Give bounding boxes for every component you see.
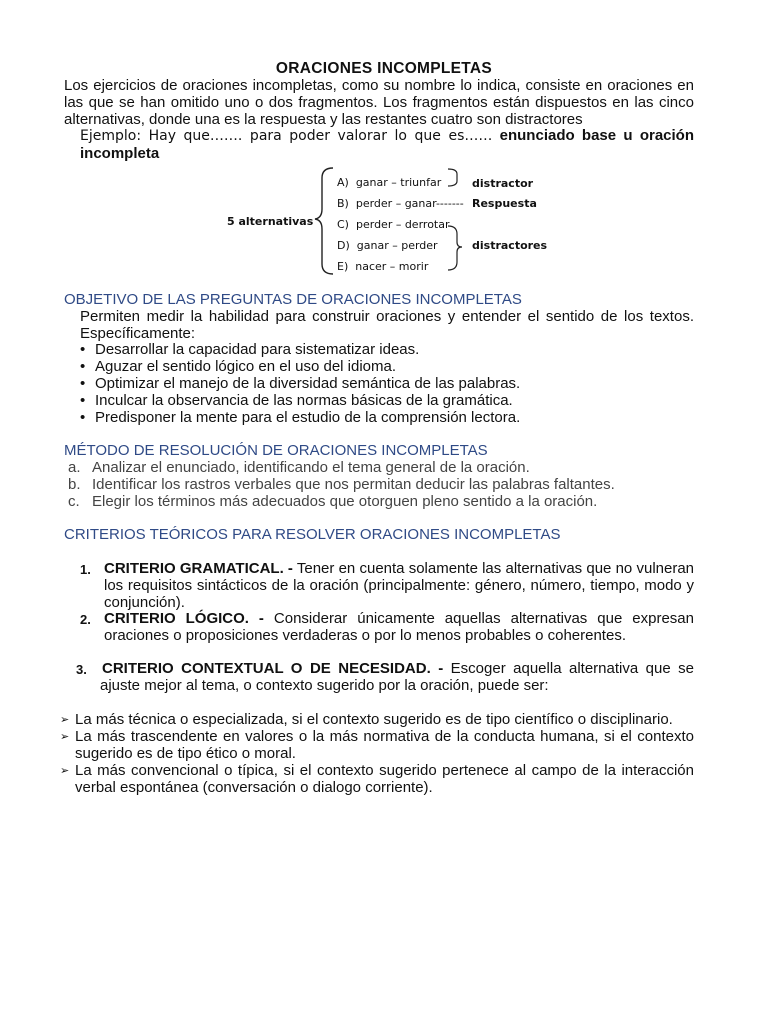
alternative-a bbox=[337, 174, 441, 191]
criterio-text: Escoger aquella alternativa que se ajuste mejor al tema, o contexto sugerido por la oración, puede ser: bbox=[100, 660, 694, 694]
list-item bbox=[64, 459, 704, 476]
criterio-gramatical bbox=[80, 560, 695, 611]
alt-letter: E) bbox=[337, 260, 349, 273]
example-lead: Ejemplo: Hay que……. para poder valorar lo que es…… bbox=[80, 128, 493, 144]
list-item-text: Aguzar el sentido lógico en el uso del idioma. bbox=[95, 358, 397, 375]
diagram-label: 5 alternativas bbox=[227, 215, 314, 228]
list-item bbox=[80, 392, 694, 409]
criterio-text: Considerar únicamente aquellas alternativas que expresan oraciones o proposiciones verdaderas o por lo menos probables o coherentes. bbox=[104, 610, 694, 644]
alternative-d bbox=[337, 237, 438, 254]
distractor-brace-top bbox=[448, 169, 457, 186]
criterio-name: CRITERIO GRAMATICAL. - bbox=[104, 560, 293, 577]
criterio-text: Tener en cuenta solamente las alternativas que no vulneran los requisitos sintácticos de la oración (principalmente: género, número, tiempo, modo y conjunción). bbox=[104, 560, 695, 611]
section-heading-metodo: MÉTODO DE RESOLUCIÓN DE ORACIONES INCOMPLETAS bbox=[64, 442, 488, 459]
alt-text: ganar – triunfar bbox=[355, 176, 442, 189]
section-heading-criterios: CRITERIOS TEÓRICOS PARA RESOLVER ORACIONES INCOMPLETAS bbox=[64, 526, 561, 543]
distractores-brace bbox=[448, 226, 462, 270]
bullet-icon: • bbox=[80, 341, 86, 358]
list-item-text: La más convencional o típica, si el contexto sugerido pertenece al campo de la interacción verbal espontánea (conversación o dialogo corriente). bbox=[75, 762, 694, 796]
step-marker: b. bbox=[68, 476, 81, 493]
step-marker: a. bbox=[68, 459, 81, 476]
list-item-text: Desarrollar la capacidad para sistematizar ideas. bbox=[95, 341, 420, 358]
metodo-list bbox=[64, 459, 704, 510]
bullet-icon: • bbox=[80, 409, 86, 426]
list-item bbox=[60, 728, 694, 762]
alt-text: perder – derrotar bbox=[355, 218, 450, 231]
tag-respuesta: Respuesta bbox=[472, 197, 537, 210]
bullet-icon: • bbox=[80, 375, 86, 392]
alt-letter: C) bbox=[337, 218, 349, 231]
list-item bbox=[80, 375, 694, 392]
criterio-name: CRITERIO CONTEXTUAL O DE NECESIDAD. - bbox=[102, 660, 444, 677]
list-item bbox=[80, 358, 694, 375]
contexto-list bbox=[60, 711, 694, 796]
criterio-number: 2. bbox=[80, 612, 91, 627]
arrow-icon: ➢ bbox=[60, 731, 70, 743]
alternative-b bbox=[337, 195, 464, 212]
alt-letter: A) bbox=[337, 176, 349, 189]
list-item-text: Predisponer la mente para el estudio de la comprensión lectora. bbox=[95, 409, 521, 426]
page-title: ORACIONES INCOMPLETAS bbox=[275, 60, 493, 77]
step-text: Identificar los rastros verbales que nos permitan deducir las palabras faltantes. bbox=[92, 476, 615, 493]
step-text: Elegir los términos más adecuados que otorguen pleno sentido a la oración. bbox=[92, 493, 598, 510]
tag-distractores: distractores bbox=[472, 239, 548, 252]
list-item-text: La más técnica o especializada, si el contexto sugerido es de tipo científico o disciplinario. bbox=[75, 711, 673, 728]
example-bold: enunciado base u oración incompleta bbox=[80, 127, 694, 162]
alt-letter: D) bbox=[337, 239, 350, 252]
criterio-number: 1. bbox=[80, 562, 91, 577]
list-item bbox=[80, 341, 694, 358]
criterio-contextual bbox=[76, 660, 694, 694]
criterio-logico bbox=[80, 610, 694, 644]
alt-text: nacer – morir bbox=[355, 260, 429, 273]
intro-paragraph: Los ejercicios de oraciones incompletas, como su nombre lo indica, consiste en oraciones en las que se han omitido uno o dos fragmentos. Los fragmentos están dispuestos en las cinco alternativas, donde una es la respuesta y las restantes cuatro son distractores bbox=[64, 77, 694, 128]
arrow-icon: ➢ bbox=[60, 765, 70, 777]
alternative-c bbox=[337, 216, 450, 233]
list-item bbox=[64, 476, 704, 493]
criterio-number: 3. bbox=[76, 662, 87, 677]
list-item-text: La más trascendente en valores o la más normativa de la conducta humana, si el contexto sugerido es de tipo ético o moral. bbox=[75, 728, 694, 762]
step-marker: c. bbox=[68, 493, 80, 510]
section-heading-objetivo: OBJETIVO DE LAS PREGUNTAS DE ORACIONES INCOMPLETAS bbox=[64, 291, 522, 308]
bullet-icon: • bbox=[80, 392, 86, 409]
list-item bbox=[64, 493, 704, 510]
list-item bbox=[60, 762, 694, 796]
list-item bbox=[60, 711, 694, 728]
bullet-icon: • bbox=[80, 358, 86, 375]
alt-letter: B) bbox=[337, 197, 349, 210]
objetivo-paragraph: Permiten medir la habilidad para construir oraciones y entender el sentido de los textos. Específicamente: bbox=[80, 308, 694, 342]
criterio-name: CRITERIO LÓGICO. - bbox=[104, 610, 264, 627]
arrow-icon: ➢ bbox=[60, 714, 70, 726]
list-item bbox=[80, 409, 694, 426]
list-item-text: Optimizar el manejo de la diversidad semántica de las palabras. bbox=[95, 375, 521, 392]
objetivo-list bbox=[80, 341, 694, 426]
left-brace bbox=[315, 168, 333, 274]
alt-text: ganar – perder bbox=[356, 239, 438, 252]
alternative-e bbox=[337, 258, 428, 275]
step-text: Analizar el enunciado, identificando el tema general de la oración. bbox=[92, 459, 530, 476]
tag-distractor: distractor bbox=[472, 177, 534, 190]
example-paragraph bbox=[80, 127, 694, 162]
alt-text: perder – ganar------- bbox=[355, 197, 464, 210]
list-item-text: Inculcar la observancia de las normas básicas de la gramática. bbox=[95, 392, 513, 409]
